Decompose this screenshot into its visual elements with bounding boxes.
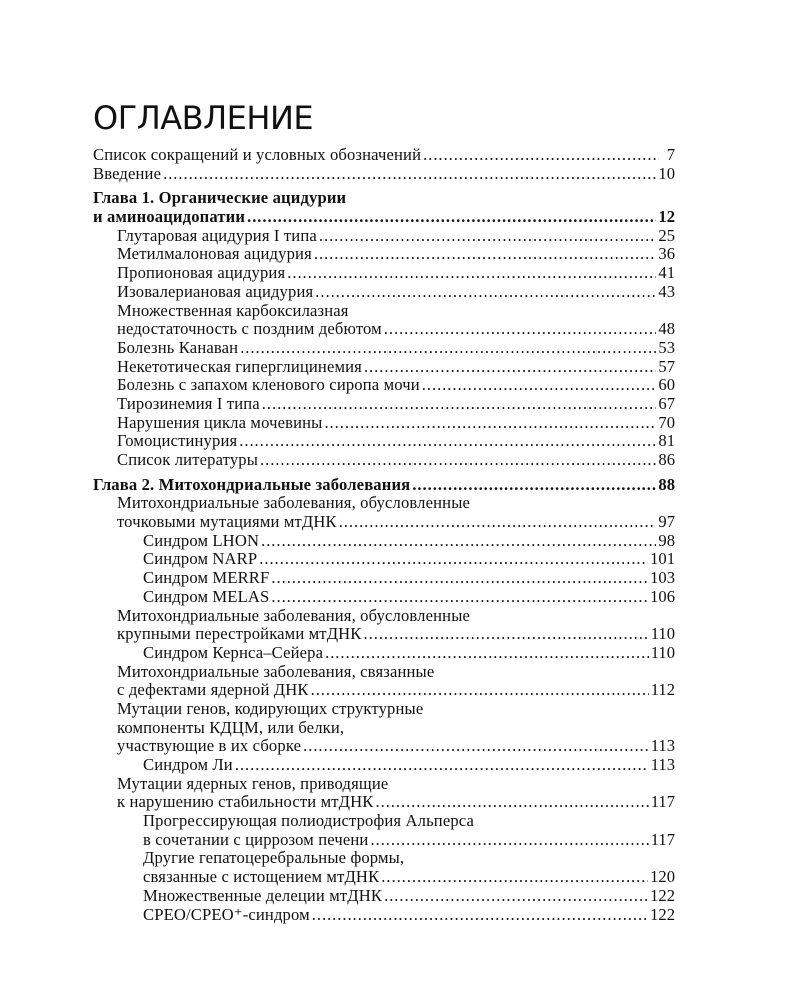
toc-entry-line: [93, 868, 675, 887]
toc-entry[interactable]: [93, 165, 675, 184]
toc-entry[interactable]: [93, 700, 675, 756]
toc-entry-line: [93, 550, 675, 569]
dot-leader: [271, 588, 648, 607]
toc-entry[interactable]: [93, 849, 675, 886]
toc-entry-line: [93, 831, 675, 850]
toc-entry-text: Нарушения цикла мочевины: [117, 412, 323, 432]
toc-entry-text: в сочетании с циррозом печени: [143, 829, 369, 849]
toc-entry[interactable]: [93, 302, 675, 339]
toc-entry-line: [93, 494, 675, 513]
toc-entry-text: компоненты КДЦМ, или белки,: [117, 717, 345, 737]
toc-entry-line: [93, 887, 675, 906]
toc-entry[interactable]: [93, 358, 675, 377]
toc-entry-text: Изовалериановая ацидурия: [117, 281, 314, 301]
toc-entry-line: [93, 227, 675, 246]
toc-entry[interactable]: [93, 414, 675, 433]
toc-entry-text: Метилмалоновая ацидурия: [117, 244, 312, 264]
toc-entry-text: Пропионовая ацидурия: [117, 263, 286, 283]
dot-leader: [259, 550, 648, 569]
toc-entry[interactable]: [93, 146, 675, 165]
toc-entry-line: [93, 663, 675, 682]
dot-leader: [364, 625, 649, 644]
toc-entry-line: [93, 625, 675, 644]
dot-leader: [370, 831, 648, 850]
dot-leader: [423, 146, 659, 165]
toc-entry-text: Список литературы: [117, 450, 259, 469]
toc-entry-text: связанные с истощением мтДНК: [143, 867, 380, 887]
dot-leader: [247, 208, 656, 227]
page-title: ОГЛАВЛЕНИЕ: [93, 99, 314, 137]
toc-entry[interactable]: [93, 264, 675, 283]
toc-entry-line: [93, 906, 675, 925]
page-number: 25: [658, 225, 675, 245]
page-number: 110: [650, 624, 675, 644]
dot-leader: [311, 681, 649, 700]
toc-entry[interactable]: [93, 906, 675, 925]
toc-entry-text: Введение: [93, 163, 162, 183]
toc-entry-line: [93, 588, 675, 607]
toc-entry-text: Список сокращений и условных обозначений: [93, 145, 422, 164]
dot-leader: [260, 451, 656, 470]
page-number: 67: [658, 393, 675, 413]
page-number: 7: [666, 145, 675, 164]
toc-entry[interactable]: [93, 283, 675, 302]
toc-entry-line: [93, 302, 675, 321]
toc-entry-line: [93, 264, 675, 283]
dot-leader: [239, 432, 656, 451]
toc-entry-text: Глава 2. Митохондриальные заболевания: [93, 474, 411, 494]
dot-leader: [261, 532, 656, 551]
toc-entry-text: Глава 1. Органические ацидурии: [93, 188, 347, 208]
dot-leader: [384, 887, 648, 906]
page-number: 110: [650, 642, 675, 662]
dot-leader: [314, 245, 657, 264]
toc-entry-line: [93, 513, 675, 532]
toc-entry-text: Множественная карбоксилазная: [117, 300, 349, 320]
page-number: 53: [658, 337, 675, 357]
toc-entry[interactable]: [93, 245, 675, 264]
toc-entry-text: Синдром NARP: [143, 549, 258, 569]
dot-leader: [324, 414, 656, 433]
toc-entry-line: [93, 737, 675, 756]
toc-entry-line: [93, 681, 675, 700]
toc-entry-text: точковыми мутациями мтДНК: [117, 512, 337, 532]
toc-entry[interactable]: [93, 588, 675, 607]
toc-entry[interactable]: [93, 756, 675, 775]
toc-entry-text: Некетотическая гиперглицинемия: [117, 356, 362, 376]
toc-entry-line: [93, 208, 675, 227]
dot-leader: [235, 756, 649, 775]
toc-entry[interactable]: [93, 189, 675, 226]
toc-entry-line: [93, 793, 675, 812]
toc-entry-line: [93, 719, 675, 738]
dot-leader: [163, 165, 656, 184]
dot-leader: [384, 320, 657, 339]
page-number: 98: [658, 530, 675, 550]
toc-entry[interactable]: [93, 775, 675, 812]
toc-entry-line: [93, 358, 675, 377]
toc-entry-line: [93, 320, 675, 339]
toc-entry-text: Синдром LHON: [143, 530, 260, 550]
dot-leader: [325, 644, 649, 663]
toc-entry-text: Глутаровая ацидурия I типа: [117, 225, 317, 245]
dot-leader: [319, 227, 657, 246]
toc-entry-line: [93, 165, 675, 184]
toc-entry-text: Болезнь Канаван: [117, 337, 239, 357]
page-number: 48: [658, 319, 675, 339]
toc-entry-text: Тирозинемия I типа: [117, 393, 260, 413]
dot-leader: [381, 868, 648, 887]
toc-entry-text: Синдром Кернса–Сейера: [143, 642, 324, 662]
toc-entry-line: [93, 569, 675, 588]
toc-entry-line: [93, 607, 675, 626]
dot-leader: [287, 264, 656, 283]
toc-entry-text: Митохондриальные заболевания, обусловленные: [117, 605, 471, 625]
toc-entry-text: и аминоацидопатии: [93, 207, 246, 227]
dot-leader: [303, 737, 649, 756]
toc-entry-line: [93, 432, 675, 451]
toc-entry[interactable]: [93, 663, 675, 700]
toc-entry-text: Мутации ядерных генов, приводящие: [117, 773, 389, 793]
dot-leader: [312, 906, 648, 925]
toc-entry[interactable]: [93, 227, 675, 246]
toc-entry-line: [93, 532, 675, 551]
page-number: 12: [658, 207, 675, 227]
toc-entry-text: Мутации генов, кодирующих структурные: [117, 698, 424, 718]
toc-entry[interactable]: [93, 644, 675, 663]
page-number: 120: [650, 867, 675, 887]
toc-entry-text: участвующие в их сборке: [117, 736, 302, 756]
toc-entry-line: [93, 245, 675, 264]
page-number: 122: [650, 904, 675, 924]
toc-entry-text: крупными перестройками мтДНК: [117, 624, 362, 644]
page-number: 57: [658, 356, 675, 376]
toc-entry[interactable]: [93, 339, 675, 358]
toc-entry[interactable]: [93, 607, 675, 644]
dot-leader: [376, 793, 649, 812]
toc-entry[interactable]: [93, 494, 675, 531]
toc-entry-text: Синдром Ли: [143, 755, 233, 774]
toc-entry[interactable]: [93, 451, 675, 470]
toc-entry-text: недостаточность с поздним дебютом: [117, 319, 382, 339]
dot-leader: [364, 358, 656, 377]
page-number: 88: [658, 474, 675, 494]
page-number: 117: [650, 829, 675, 849]
toc-entry-line: [93, 812, 675, 831]
page-number: 103: [650, 568, 675, 588]
page-number: 81: [658, 431, 675, 451]
toc-entry[interactable]: [93, 376, 675, 395]
toc-entry-line: [93, 283, 675, 302]
dot-leader: [315, 283, 656, 302]
toc-entry-text: Синдром MELAS: [143, 586, 270, 606]
dot-leader: [412, 476, 656, 495]
toc-entry[interactable]: [93, 812, 675, 849]
page-number: 10: [658, 163, 675, 183]
page-number: 101: [650, 549, 675, 569]
toc-entry-text: Множественные делеции мтДНК: [143, 885, 383, 905]
dot-leader: [271, 569, 648, 588]
dot-leader: [240, 339, 656, 358]
page-number: 117: [650, 792, 675, 812]
dot-leader: [262, 395, 657, 414]
toc-entry[interactable]: [93, 395, 675, 414]
page-number: 41: [658, 263, 675, 283]
toc-entry-line: [93, 339, 675, 358]
toc-entry[interactable]: [93, 887, 675, 906]
page-number: 122: [650, 885, 675, 905]
dot-leader: [422, 376, 657, 395]
page-number: 70: [658, 412, 675, 432]
toc-entry-text: к нарушению стабильности мтДНК: [117, 792, 374, 812]
toc-entry-text: Синдром MERRF: [143, 568, 270, 588]
toc-entry-line: [93, 700, 675, 719]
toc-entry[interactable]: [93, 569, 675, 588]
toc-entry-text: Прогрессирующая полиодистрофия Альперса: [143, 811, 475, 831]
page-number: 86: [658, 450, 675, 469]
page-number: 36: [658, 244, 675, 264]
page-number: 97: [658, 512, 675, 532]
toc-entry-line: [93, 775, 675, 794]
toc-entry-text: Болезнь с запахом кленового сиропа мочи: [117, 375, 420, 395]
page-number: 113: [650, 755, 675, 774]
toc-entry-text: Митохондриальные заболевания, обусловленные: [117, 493, 471, 513]
toc-entry-text: Другие гепатоцеребральные формы,: [143, 848, 405, 868]
page-number: 106: [650, 586, 675, 606]
toc-entry-line: [93, 849, 675, 868]
toc-entry-line: [93, 476, 675, 495]
page-number: 113: [650, 736, 675, 756]
toc-entry-text: CPEO/CPEO⁺-синдром: [143, 904, 310, 924]
toc-entry[interactable]: [93, 550, 675, 569]
toc-entry-line: [93, 414, 675, 433]
page-number: 112: [650, 680, 675, 700]
toc-entry[interactable]: [93, 532, 675, 551]
dot-leader: [339, 513, 657, 532]
page-number: 43: [658, 281, 675, 301]
toc-entry-text: с дефектами ядерной ДНК: [117, 680, 309, 700]
toc-entry[interactable]: [93, 476, 675, 495]
toc-entry-text: Гомоцистинурия: [117, 431, 238, 451]
toc-entry-line: [93, 189, 675, 208]
toc-entry-line: [93, 376, 675, 395]
toc-entry-text: Митохондриальные заболевания, связанные: [117, 661, 435, 681]
toc-entry-line: [93, 146, 675, 165]
toc-entry-line: [93, 644, 675, 663]
toc-entry[interactable]: [93, 432, 675, 451]
table-of-contents: [93, 146, 675, 924]
page-number: 60: [658, 375, 675, 395]
toc-entry-line: [93, 395, 675, 414]
toc-entry-line: [93, 756, 675, 775]
toc-entry-line: [93, 451, 675, 470]
